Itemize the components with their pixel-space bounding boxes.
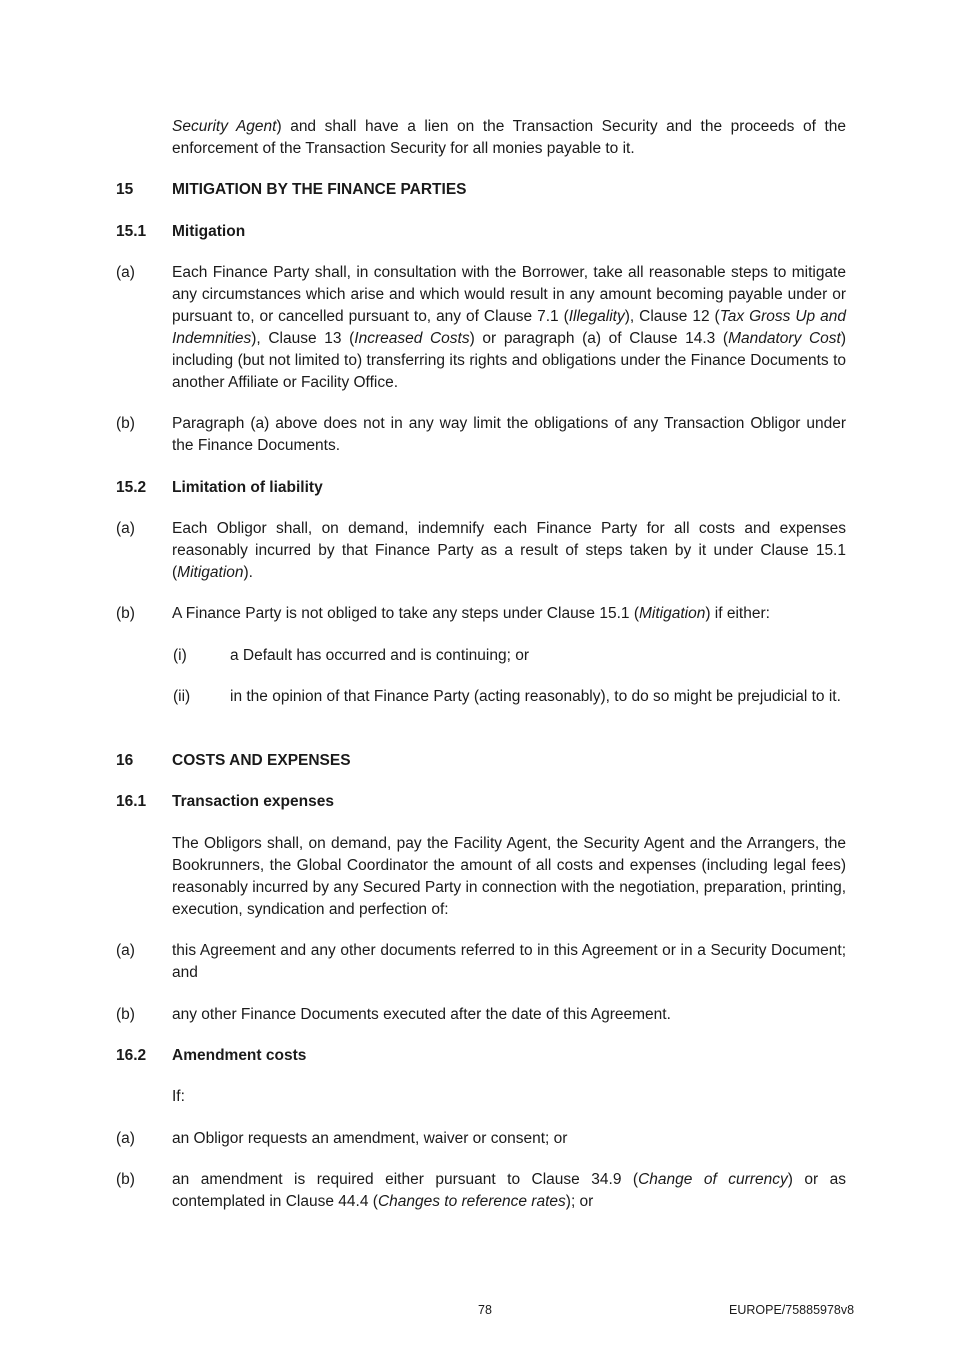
paragraph-text: If: <box>172 1088 185 1105</box>
paragraph-label: (b) <box>116 1171 135 1188</box>
paragraph-label: (b) <box>116 415 135 432</box>
subparagraph-label: (i) <box>173 647 187 664</box>
clause-16-1-b <box>116 1004 846 1026</box>
clause-16-2-number: 16.2 <box>116 1047 147 1064</box>
paragraph-text: The Obligors shall, on demand, pay the Facility Agent, the Security Agent and the Arrangers, the Bookrunners, the Global Coordinator the amount of all costs and expenses (including legal fees) reasonably incurred by any Secured Party in connection with the negotiation, preparation, printing, execution, syndication and perfection of: <box>172 835 846 918</box>
clause-16-2-title: Amendment costs <box>172 1047 307 1064</box>
intro-italic: Security Agent <box>172 118 277 135</box>
intro-text: ) and shall have a lien on the Transaction Security and the proceeds of the enforcement of the Transaction Security for all monies payable to it. <box>172 118 846 157</box>
clause-16-2-heading <box>116 1045 846 1067</box>
paragraph-label: (a) <box>116 264 135 281</box>
text-run: ) including (but not limited to) transferring its rights and obligations under the Finance Documents to another Affiliate or Facility Office. <box>172 330 846 391</box>
paragraph-label: (a) <box>116 1130 135 1147</box>
paragraph-label: (b) <box>116 1006 135 1023</box>
text-run: Each Obligor shall, on demand, indemnify each Finance Party for all costs and expenses reasonably incurred by that Finance Party as a result of steps taken by it under Clause 15.1 ( <box>172 520 846 581</box>
clause-15-2-b-ii <box>116 686 846 708</box>
clause-16-2-intro <box>116 1086 846 1108</box>
clause-16-1-number: 16.1 <box>116 793 147 810</box>
italic-run: Change of currency <box>638 1171 788 1188</box>
clause-15-1-number: 15.1 <box>116 223 147 240</box>
text-run: ); or <box>565 1193 594 1210</box>
paragraph-text: an Obligor requests an amendment, waiver or consent; or <box>172 1130 568 1147</box>
section-15-title: MITIGATION BY THE FINANCE PARTIES <box>172 181 467 198</box>
subparagraph-label: (ii) <box>173 688 191 705</box>
clause-16-2-b <box>116 1169 846 1213</box>
clause-15-1-title: Mitigation <box>172 223 246 240</box>
clause-15-1-a <box>116 262 846 394</box>
text-run: Each Finance Party shall, in consultation with the Borrower, take all reasonable steps to mitigate any circumstances which arise and which would result in any amount becoming payable under or pursuant to, or cancelled pursuant to, any of Clause 7.1 ( <box>172 264 846 325</box>
section-15-heading <box>116 179 846 201</box>
paragraph-label: (a) <box>116 942 135 959</box>
text-run: ), Clause 12 ( <box>624 308 720 325</box>
text-run: ), Clause 13 ( <box>251 330 355 347</box>
section-16-heading <box>116 750 846 772</box>
subparagraph-text: in the opinion of that Finance Party (acting reasonably), to do so might be prejudicial to it. <box>230 688 841 705</box>
paragraph-text: any other Finance Documents executed after the date of this Agreement. <box>172 1006 671 1023</box>
text-run: ) if either: <box>705 605 770 622</box>
clause-16-2-a <box>116 1128 846 1150</box>
clause-16-1-heading <box>116 791 846 813</box>
section-16-number: 16 <box>116 752 134 769</box>
subparagraph-text: a Default has occurred and is continuing; or <box>230 647 529 664</box>
italic-run: Tax Gross Up and Indemnities <box>172 308 846 347</box>
clause-16-1-title: Transaction expenses <box>172 793 334 810</box>
document-reference: EUROPE/75885978v8 <box>729 1303 855 1317</box>
intro-paragraph <box>116 116 846 160</box>
clause-16-1-a <box>116 940 846 984</box>
paragraph-label: (b) <box>116 605 135 622</box>
clause-15-2-title: Limitation of liability <box>172 479 323 496</box>
text-run: ) or paragraph (a) of Clause 14.3 ( <box>469 330 729 347</box>
section-15-number: 15 <box>116 181 134 198</box>
italic-run: Mandatory Cost <box>728 330 841 347</box>
text-run: ) or as contemplated in Clause 44.4 ( <box>172 1171 846 1210</box>
paragraph-label: (a) <box>116 520 135 537</box>
clause-15-2-a <box>116 518 846 584</box>
section-16-title: COSTS AND EXPENSES <box>172 752 351 769</box>
clause-16-1-intro <box>116 833 846 921</box>
clause-15-2-b-i <box>116 645 846 667</box>
clause-15-1-heading <box>116 221 846 243</box>
clause-15-2-number: 15.2 <box>116 479 147 496</box>
paragraph-text: this Agreement and any other documents referred to in this Agreement or in a Security Document; and <box>172 942 846 981</box>
text-run: ). <box>243 564 253 581</box>
italic-run: Mitigation <box>177 564 244 581</box>
italic-run: Changes to reference rates <box>377 1193 566 1210</box>
clause-15-1-b <box>116 413 846 457</box>
paragraph-text: Paragraph (a) above does not in any way limit the obligations of any Transaction Obligor under the Finance Documents. <box>172 415 846 454</box>
italic-run: Increased Costs <box>354 330 470 347</box>
italic-run: Illegality <box>568 308 625 325</box>
clause-15-2-b <box>116 603 846 625</box>
italic-run: Mitigation <box>639 605 706 622</box>
clause-15-2-heading <box>116 477 846 499</box>
text-run: A Finance Party is not obliged to take any steps under Clause 15.1 ( <box>172 605 639 622</box>
page-number: 78 <box>478 1303 492 1317</box>
text-run: an amendment is required either pursuant to Clause 34.9 ( <box>172 1171 639 1188</box>
